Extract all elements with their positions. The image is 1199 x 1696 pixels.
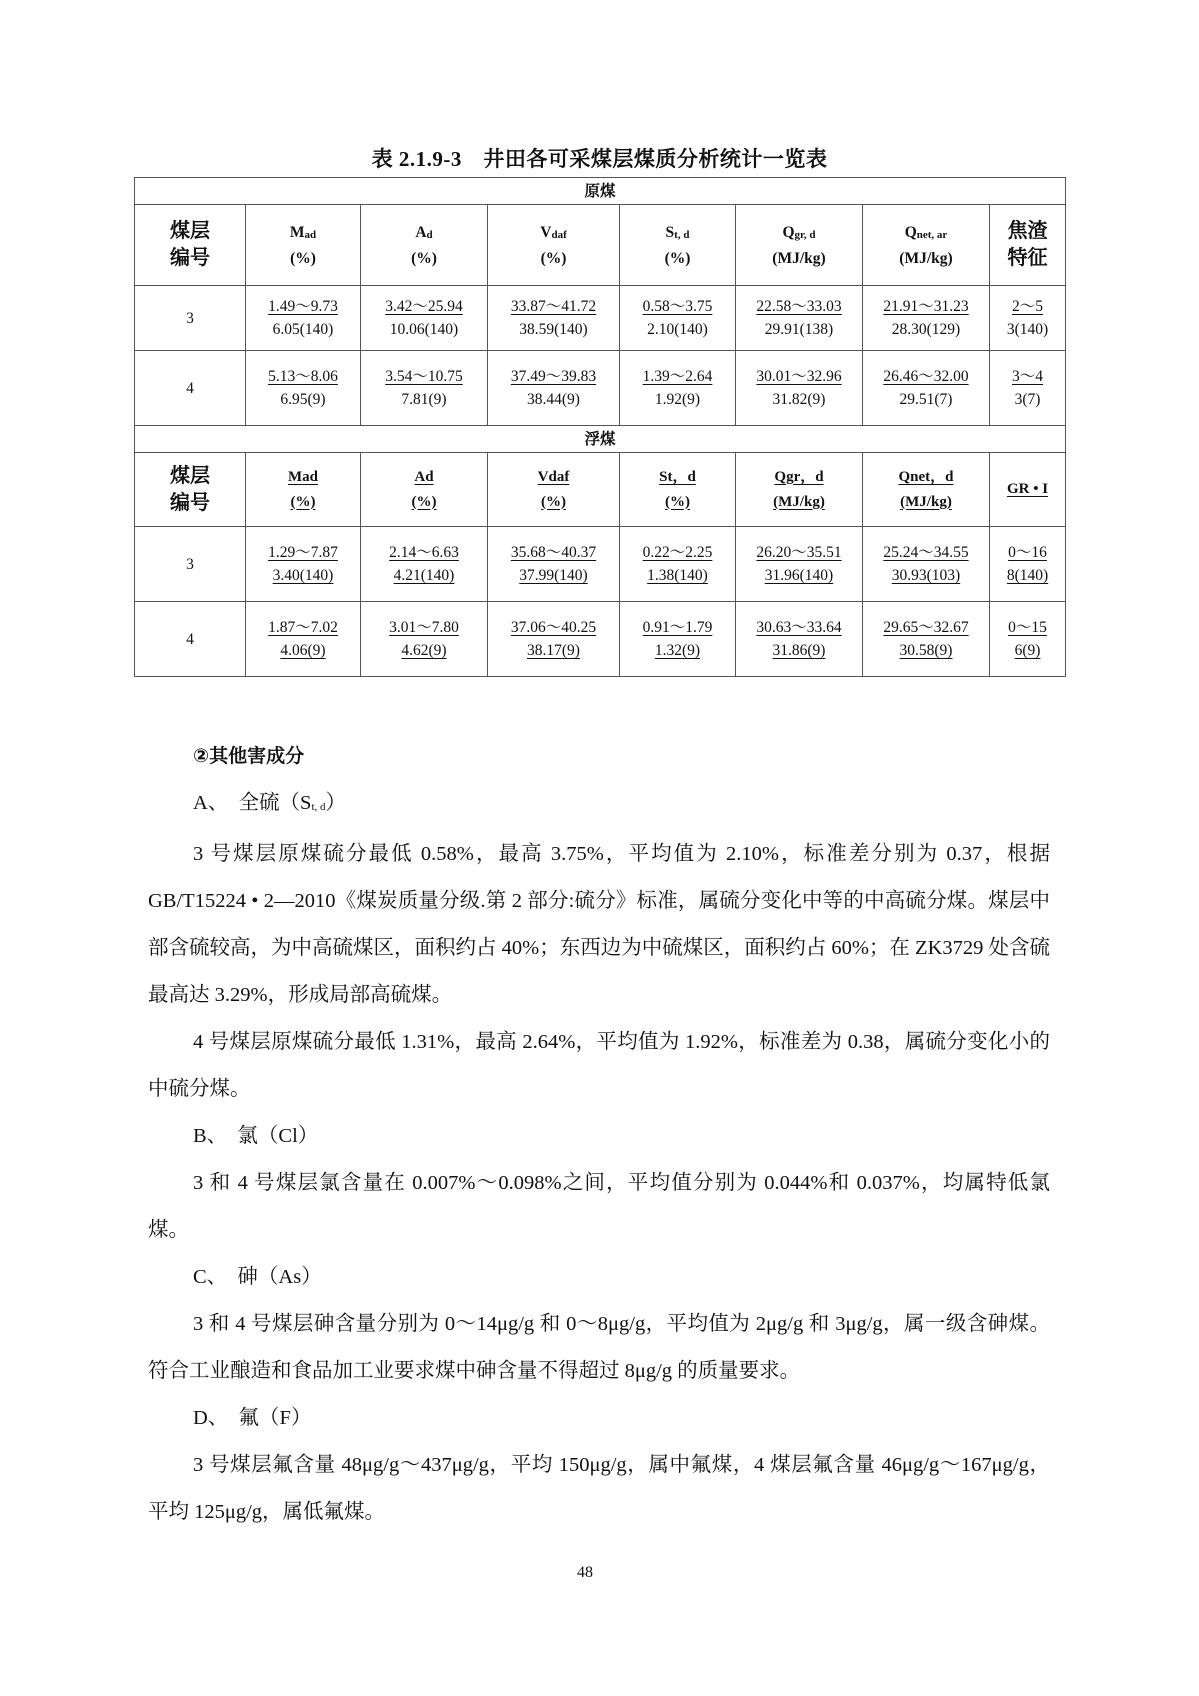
header-coke-residue: 焦渣 特征 [990,205,1066,286]
raw-header-row [135,205,1066,286]
seam-number: 3 [135,527,246,602]
table-row [135,527,1066,602]
header-std: $S_{t, d}$ (%) [620,205,736,286]
data-cell: 2～5 3(140) [990,286,1066,351]
data-cell: 22.58～33.03 29.91(138) [736,286,863,351]
data-cell: 1.87～7.02 4.06(9) [246,602,361,677]
header-qgrd: $Q_{gr, d}$ (MJ/kg) [736,205,863,286]
fluorine-label: D、 氟（F） [193,1407,312,1429]
header-std: St，d (%) [620,453,736,527]
raw-coal-section-label: 原煤 [135,178,1066,205]
data-cell: 3.54～10.75 7.81(9) [361,351,488,426]
header-qnetar: $Q_{net, ar}$ (MJ/kg) [863,205,990,286]
header-qnetd: Qnet，d (MJ/kg) [863,453,990,527]
data-cell: 0.91～1.79 1.32(9) [620,602,736,677]
sulfur-paragraph-seam3: 3 号煤层原煤硫分最低 0.58%，最高 3.75%，平均值为 2.10%，标准差分别为 0.37，根据 GB/T15224 • 2—2010《煤炭质量分级.第 2 部分:硫分》标准，属硫分变化中等的中高硫分煤。煤层中部含硫较高，为中高硫煤区，面积约占 40%；东西边为中硫煤区，面积约占 60%；在 ZK3729 处含硫最高达 3.29%，形成局部高硫煤。 [148,843,1050,1006]
header-seam-no: 煤层 编号 [135,205,246,286]
header-ad: Ad (%) [361,453,488,527]
data-cell: 25.24～34.55 30.93(103) [863,527,990,602]
fluorine-paragraph: 3 号煤层氟含量 48μg/g～437μg/g，平均 150μg/g，属中氟煤，4 煤层氟含量 46μg/g～167μg/g，平均 125μg/g，属低氟煤。 [148,1454,1050,1523]
data-cell: 35.68～40.37 37.99(140) [488,527,620,602]
header-vdaf: Vdaf (%) [488,453,620,527]
header-qgrd: Qgr，d (MJ/kg) [736,453,863,527]
sulfur-label: A、 全硫$(S_{t, d})$ [193,792,347,814]
header-vdaf: $V_{daf}$ (%) [488,205,620,286]
table-row [135,351,1066,426]
data-cell: 1.29～7.87 3.40(140) [246,527,361,602]
data-cell: 2.14～6.63 4.21(140) [361,527,488,602]
seam-number: 4 [135,602,246,677]
header-gri: GR • I [990,453,1066,527]
data-cell: 0.22～2.25 1.38(140) [620,527,736,602]
header-mad: Mad (%) [246,453,361,527]
body-text [148,733,1050,1536]
coal-quality-table [134,177,1066,677]
data-cell: 26.20～35.51 31.96(140) [736,527,863,602]
data-cell: 3～4 3(7) [990,351,1066,426]
header-mad: $M_{ad}$ (%) [246,205,361,286]
data-cell: 5.13～8.06 6.95(9) [246,351,361,426]
chlorine-paragraph: 3 和 4 号煤层氯含量在 0.007%～0.098%之间，平均值分别为 0.044%和 0.037%，均属特低氯煤。 [148,1172,1050,1241]
table-row [135,286,1066,351]
arsenic-label: C、 砷（As） [193,1266,322,1288]
page-number: 48 [577,1564,593,1581]
data-cell: 30.01～32.96 31.82(9) [736,351,863,426]
data-cell: 0～16 8(140) [990,527,1066,602]
data-cell: 0～15 6(9) [990,602,1066,677]
data-cell: 1.39～2.64 1.92(9) [620,351,736,426]
data-cell: 37.49～39.83 38.44(9) [488,351,620,426]
table-title: 表 2.1.9-3 井田各可采煤层煤质分析统计一览表 [371,147,828,171]
table-row [135,602,1066,677]
seam-number: 3 [135,286,246,351]
data-cell: 3.01～7.80 4.62(9) [361,602,488,677]
data-cell: 21.91～31.23 28.30(129) [863,286,990,351]
float-coal-section-label: 浮煤 [135,426,1066,453]
data-cell: 1.49～9.73 6.05(140) [246,286,361,351]
data-cell: 37.06～40.25 38.17(9) [488,602,620,677]
data-cell: 3.42～25.94 10.06(140) [361,286,488,351]
data-cell: 30.63～33.64 31.86(9) [736,602,863,677]
chlorine-label: B、 氯（Cl） [193,1125,319,1147]
sulfur-paragraph-seam4: 4 号煤层原煤硫分最低 1.31%，最高 2.64%，平均值为 1.92%，标准差为 0.38，属硫分变化小的中硫分煤。 [148,1031,1050,1100]
float-header-row [135,453,1066,527]
data-cell: 0.58～3.75 2.10(140) [620,286,736,351]
data-cell: 26.46～32.00 29.51(7) [863,351,990,426]
arsenic-paragraph: 3 和 4 号煤层砷含量分别为 0～14μg/g 和 0～8μg/g，平均值为 2μg/g 和 3μg/g，属一级含砷煤。符合工业酿造和食品加工业要求煤中砷含量不得超过 8μg/g 的质量要求。 [148,1313,1050,1382]
section-heading: ②其他害成分 [193,745,305,767]
header-seam-no: 煤层 编号 [135,453,246,527]
header-ad: $A_d$ (%) [361,205,488,286]
data-cell: 29.65～32.67 30.58(9) [863,602,990,677]
data-cell: 33.87～41.72 38.59(140) [488,286,620,351]
seam-number: 4 [135,351,246,426]
